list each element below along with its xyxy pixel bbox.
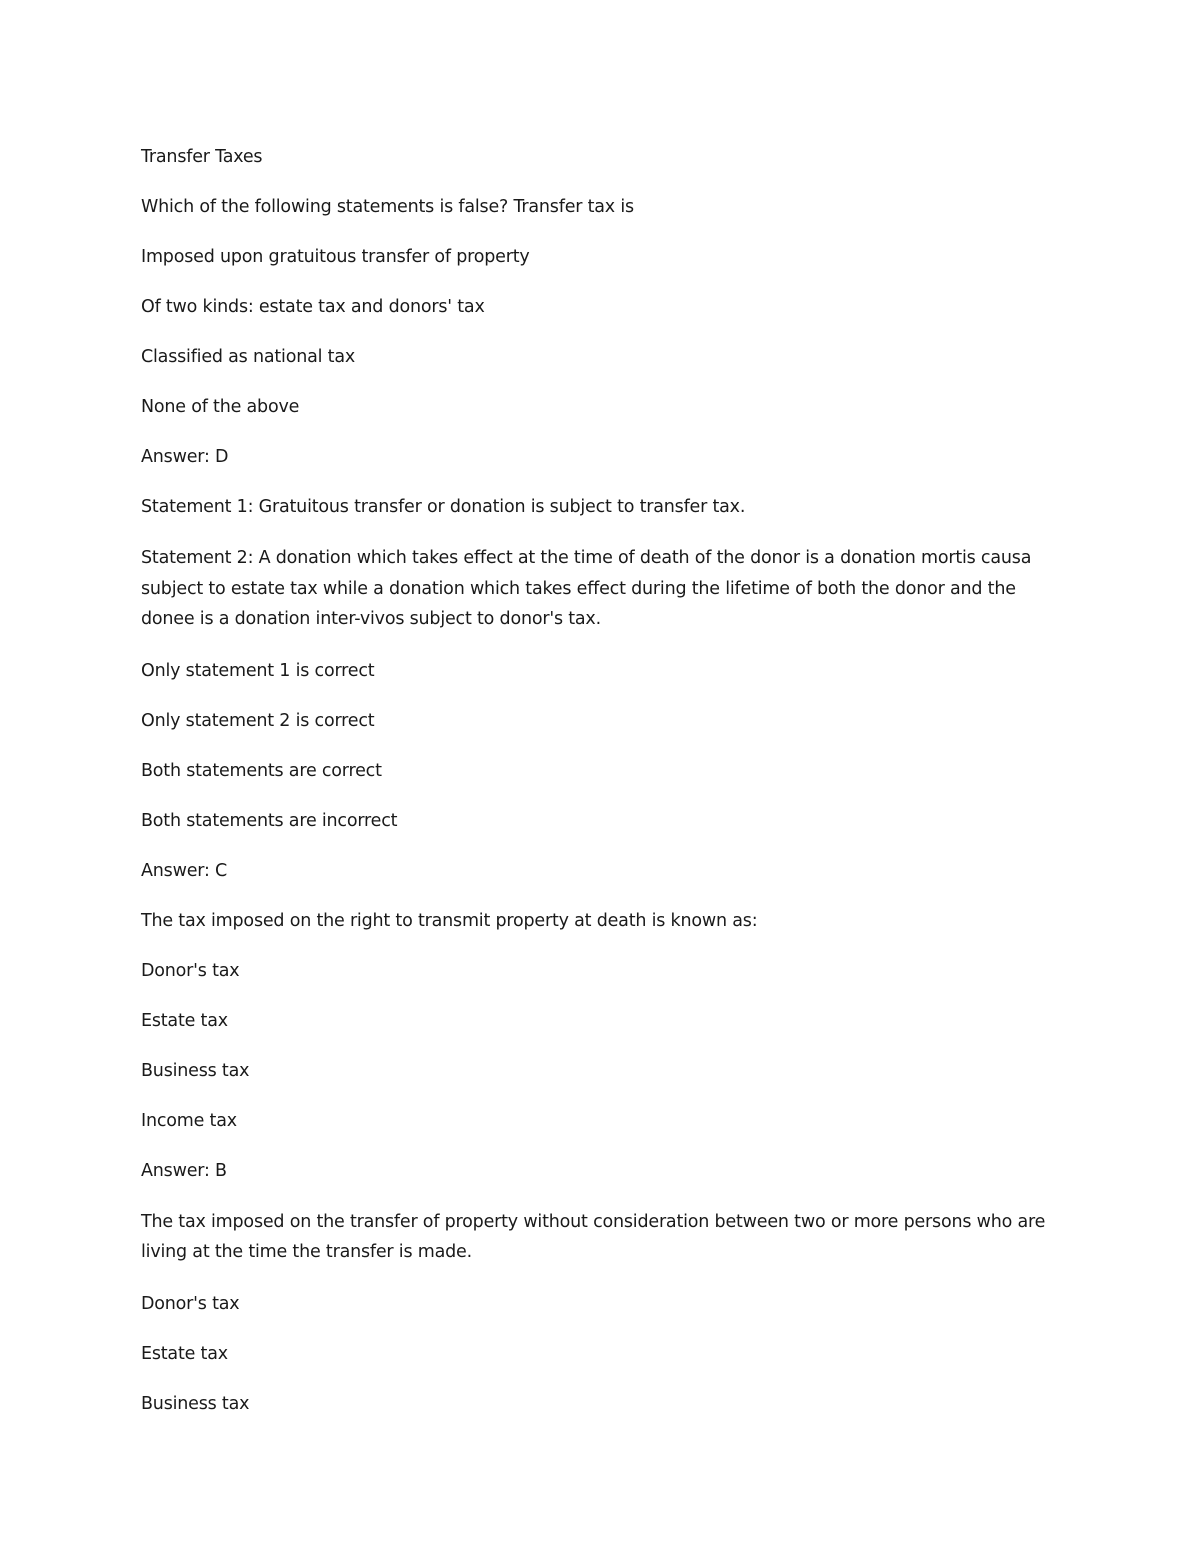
question-2-statement-2: Statement 2: A donation which takes effect at the time of death of the donor is a donation mortis causa subject to estate tax while a donation which takes effect during the lifetime of both the donor and the donee is a donation inter-vivos subject to donor's tax.	[141, 548, 1032, 629]
question-2-statement-1: Statement 1: Gratuitous transfer or donation is subject to transfer tax.	[141, 497, 746, 517]
question-2-option-a: Only statement 1 is correct	[141, 660, 375, 681]
question-1-option-d: None of the above	[141, 397, 300, 417]
question-3-option-d: Income tax	[141, 1110, 237, 1131]
question-3-option-c: Business tax	[141, 1060, 250, 1081]
question-1-option-b: Of two kinds: estate tax and donors' tax	[141, 297, 485, 317]
question-3-answer: Answer: B	[141, 1160, 227, 1181]
question-1-option-c: Classified as national tax	[141, 347, 355, 367]
question-2-answer: Answer: C	[141, 860, 228, 881]
document-title: Transfer Taxes	[141, 147, 263, 167]
question-3-option-a: Donor's tax	[141, 960, 240, 981]
question-1-option-a: Imposed upon gratuitous transfer of property	[141, 247, 530, 267]
question-3-option-b: Estate tax	[141, 1010, 228, 1031]
question-3: The tax imposed on the right to transmit property at death is known as:	[141, 910, 758, 931]
question-4-option-c: Business tax	[141, 1393, 250, 1414]
question-2-option-b: Only statement 2 is correct	[141, 710, 375, 731]
question-4: The tax imposed on the transfer of property without consideration between two or more persons who are living at the time the transfer is made.	[141, 1211, 1046, 1262]
question-2-option-d: Both statements are incorrect	[141, 810, 398, 831]
document-body	[141, 143, 1061, 1440]
question-2-option-c: Both statements are correct	[141, 760, 382, 781]
question-1-answer: Answer: D	[141, 447, 229, 467]
question-1: Which of the following statements is false? Transfer tax is	[141, 197, 634, 217]
question-4-option-a: Donor's tax	[141, 1293, 240, 1314]
question-4-option-b: Estate tax	[141, 1343, 228, 1364]
